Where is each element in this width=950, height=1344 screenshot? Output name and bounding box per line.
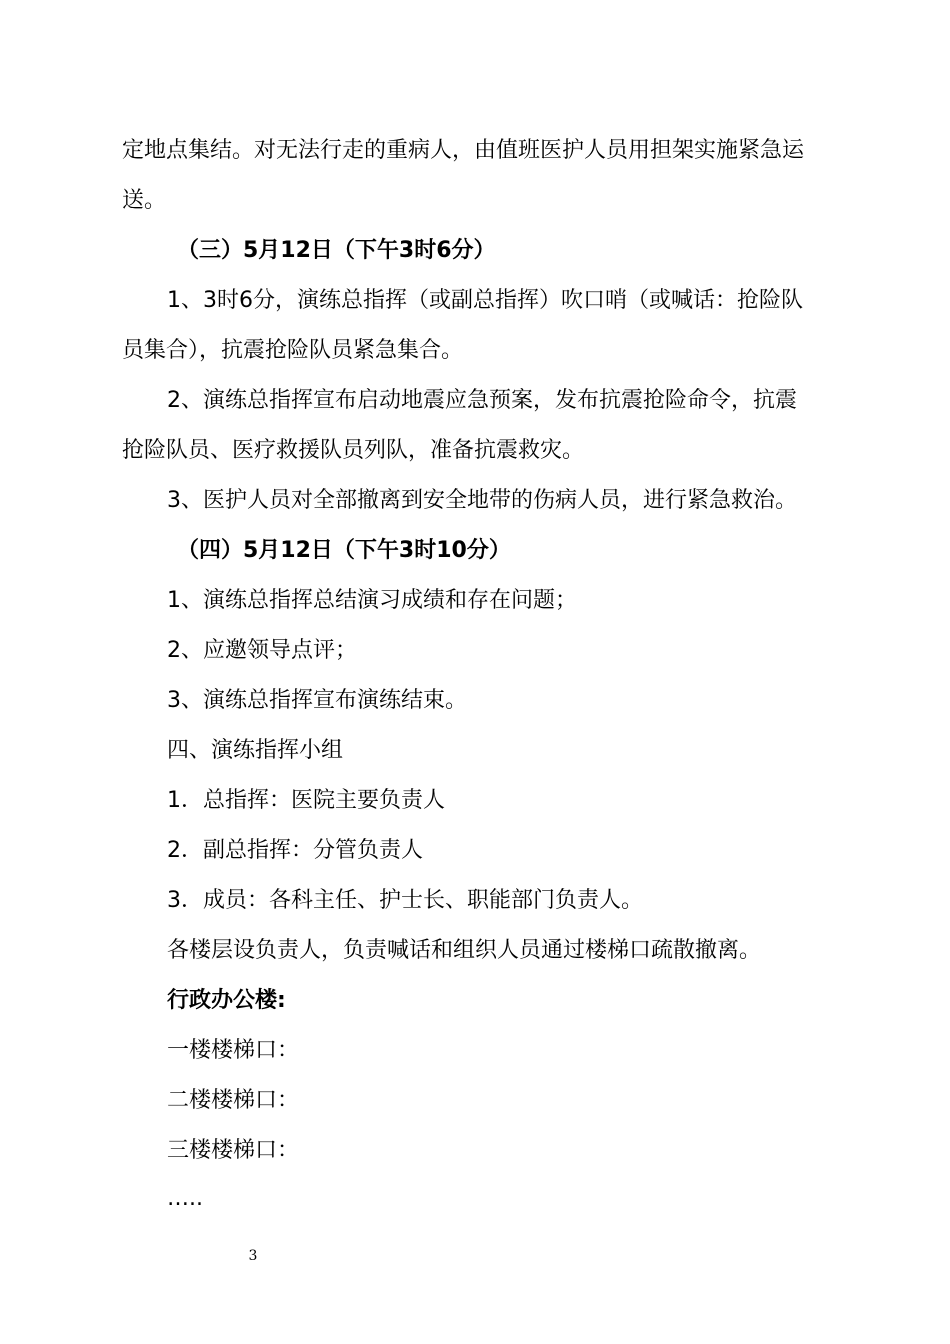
third-floor-stairs: 三楼楼梯口： bbox=[167, 1138, 300, 1163]
item-1-line-1: 1、3时6分，演练总指挥（或副总指挥）吹口哨（或喊话：抢险队 bbox=[167, 288, 803, 313]
deputy-commander-item: 2．副总指挥：分管负责人 bbox=[167, 838, 423, 863]
commander-item: 1．总指挥：医院主要负责人 bbox=[167, 788, 445, 813]
summary-item-2: 2、应邀领导点评； bbox=[167, 638, 357, 663]
item-1-line-2: 员集合），抗震抢险队员紧急集合。 bbox=[122, 338, 464, 363]
paragraph-evacuation-line-1: 定地点集结。对无法行走的重病人，由值班医护人员用担架实施紧急运 bbox=[122, 138, 805, 163]
paragraph-evacuation-line-2: 送。 bbox=[122, 188, 167, 213]
item-3: 3、医护人员对全部撤离到安全地带的伤病人员，进行紧急救治。 bbox=[167, 488, 797, 513]
section-heading-three: （三）5月12日（下午3时6分） bbox=[177, 238, 496, 263]
first-floor-stairs: 一楼楼梯口： bbox=[167, 1038, 300, 1063]
floor-responsibility-paragraph: 各楼层设负责人，负责喊话和组织人员通过楼梯口疏散撤离。 bbox=[167, 938, 762, 963]
page-number: 3 bbox=[248, 1248, 258, 1264]
section-heading-four: （四）5月12日（下午3时10分） bbox=[177, 538, 511, 563]
item-2-line-1: 2、演练总指挥宣布启动地震应急预案，发布抗震抢险命令，抗震 bbox=[167, 388, 797, 413]
item-2-line-2: 抢险队员、医疗救援队员列队，准备抗震救灾。 bbox=[122, 438, 585, 463]
members-item: 3．成员：各科主任、护士长、职能部门负责人。 bbox=[167, 888, 643, 913]
second-floor-stairs: 二楼楼梯口： bbox=[167, 1088, 300, 1113]
summary-item-1: 1、演练总指挥总结演习成绩和存在问题； bbox=[167, 588, 577, 613]
section-heading-command-group: 四、演练指挥小组 bbox=[167, 738, 344, 763]
summary-item-3: 3、演练总指挥宣布演练结束。 bbox=[167, 688, 467, 713]
ellipsis: ….. bbox=[167, 1186, 203, 1211]
admin-building-heading: 行政办公楼: bbox=[167, 988, 286, 1013]
